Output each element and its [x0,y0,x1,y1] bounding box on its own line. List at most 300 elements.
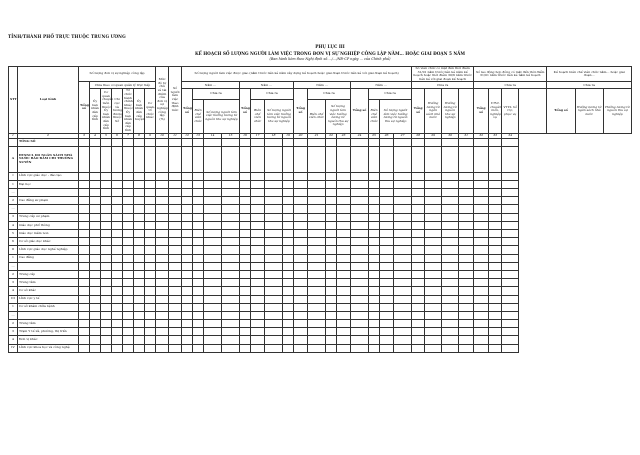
data-cell [459,238,474,246]
data-cell [283,197,294,205]
data-cell [123,279,134,287]
header-tong-so: Tổng số [79,82,90,133]
data-cell [474,221,489,229]
data-cell [265,320,283,328]
data-cell [265,336,283,344]
row-stt: IV [9,344,18,352]
data-cell [90,205,101,213]
header-ubnd-tinh: Ủy ban nhân dân cấp tỉnh [90,89,101,133]
table-row [9,328,632,336]
data-cell [265,344,283,352]
data-cell [79,287,90,295]
data-cell [425,344,442,352]
data-cell [474,262,489,270]
data-cell [412,344,425,352]
data-cell [169,254,182,262]
table-row [9,254,632,262]
data-cell [351,138,369,146]
data-cell [156,328,169,336]
data-cell [265,254,283,262]
data-cell [283,287,294,295]
data-cell [204,213,222,221]
row-stt: 2 [9,320,18,328]
data-cell [222,246,240,254]
data-cell [222,172,240,180]
row-label: Lĩnh vực giáo dục nghề nghiệp [18,246,79,254]
data-cell [156,221,169,229]
data-cell [326,238,337,246]
data-cell [134,172,145,180]
data-cell [394,146,412,172]
data-cell [337,295,351,303]
data-cell [283,138,294,146]
data-cell [326,205,337,213]
data-cell [90,146,101,172]
data-cell [337,172,351,180]
data-cell [326,180,337,188]
data-cell [474,270,489,278]
row-label: Giáo dục mầm non [18,230,79,238]
data-cell [489,238,502,246]
data-cell [123,221,134,229]
data-cell [265,279,283,287]
data-cell [308,172,326,180]
data-cell [222,197,240,205]
column-number: 5 [101,133,112,138]
data-cell [442,189,459,197]
data-cell [182,303,193,311]
data-cell [90,279,101,287]
data-cell [380,197,394,205]
data-cell [169,138,182,146]
data-cell [337,320,351,328]
data-cell [145,213,156,221]
data-cell [90,344,101,352]
data-cell [337,238,351,246]
row-label: TỔNG SỐ [18,138,79,146]
data-cell [283,221,294,229]
data-cell [251,254,265,262]
data-cell [351,246,369,254]
data-cell [425,205,442,213]
header-chia-ra: Chia ra [308,89,351,99]
data-cell [351,295,369,303]
data-cell [134,254,145,262]
data-cell [222,279,240,287]
data-cell [459,344,474,352]
data-cell [474,279,489,287]
data-cell [222,221,240,229]
data-cell [222,138,240,146]
data-cell [204,270,222,278]
data-cell [326,344,337,352]
data-cell [380,303,394,311]
data-cell [251,246,265,254]
data-cell [240,270,251,278]
column-number: 16 [240,133,251,138]
data-cell [112,138,123,146]
data-cell [101,279,112,287]
data-cell [265,262,283,270]
data-cell [101,270,112,278]
data-cell [265,197,283,205]
data-cell [337,146,351,172]
row-stt: 2 [9,197,18,205]
data-cell [283,180,294,188]
data-cell [112,221,123,229]
data-cell [337,328,351,336]
data-cell [459,320,474,328]
data-cell [412,320,425,328]
column-number: 18 [265,133,283,138]
row-stt: III [9,295,18,303]
data-cell [123,138,134,146]
column-number: 22 [326,133,337,138]
data-cell [79,262,90,270]
header-bien-che-vien-chuc: Biên chế viên chức [369,99,380,133]
data-cell [425,254,442,262]
data-cell [294,221,308,229]
data-cell [459,287,474,295]
data-cell [412,197,425,205]
data-cell [145,146,156,172]
data-cell [474,287,489,295]
data-cell [308,230,326,238]
data-cell [134,138,145,146]
data-cell [265,230,283,238]
data-cell [169,146,182,172]
data-cell [351,221,369,229]
data-cell [156,336,169,344]
data-cell [101,295,112,303]
data-cell [489,311,502,319]
data-cell [156,230,169,238]
data-cell [251,328,265,336]
data-cell [425,172,442,180]
header-chia-ra: Chia ra [412,82,474,89]
data-cell [193,238,204,246]
data-cell [182,180,193,188]
data-cell [502,246,519,254]
data-cell [169,221,182,229]
data-cell [90,246,101,254]
data-cell [156,295,169,303]
row-stt: 4 [9,287,18,295]
data-cell [193,295,204,303]
data-cell [369,146,380,172]
data-cell [193,311,204,319]
data-cell [240,262,251,270]
data-cell [412,138,425,146]
header-chia-ra: Chia ra [547,82,632,89]
data-cell [425,287,442,295]
column-number: 2 [18,133,79,138]
data-cell [337,246,351,254]
data-cell [502,180,519,188]
data-cell [369,328,380,336]
data-cell [459,311,474,319]
data-cell [240,213,251,221]
data-cell [182,230,193,238]
data-cell [251,205,265,213]
data-cell [489,172,502,180]
data-cell [283,270,294,278]
data-cell [156,344,169,352]
data-cell [101,238,112,246]
data-cell [222,238,240,246]
data-cell [240,287,251,295]
data-cell [123,230,134,238]
data-cell [134,180,145,188]
data-cell [169,180,182,188]
data-cell [369,311,380,319]
data-cell [412,336,425,344]
data-cell [222,320,240,328]
data-cell [394,262,412,270]
table-row [9,336,632,344]
data-cell [369,213,380,221]
column-number: 12 [182,133,193,138]
data-cell [394,287,412,295]
data-cell [240,146,251,172]
data-cell [502,230,519,238]
data-cell [169,320,182,328]
header-huong-luong-ngan-sach: Hưởng lương từ ngân sách nhà nước [425,89,442,133]
table-row [9,172,632,180]
data-cell [204,238,222,246]
data-cell [294,262,308,270]
data-cell [380,138,394,146]
data-cell [265,180,283,188]
column-number: 13 [193,133,204,138]
data-cell [351,262,369,270]
data-cell [380,238,394,246]
data-cell [337,262,351,270]
table-row [9,189,632,197]
data-cell [337,311,351,319]
data-cell [112,205,123,213]
data-cell [112,246,123,254]
data-cell [204,320,222,328]
column-number: 31 [459,133,474,138]
header-so-luong-nguon-thu: Số lượng người làm việc hưởng lương từ nguồn thu sự nghiệp [204,99,240,133]
data-cell [502,336,519,344]
org-name: TỈNH/THÀNH PHỐ TRỰC THUỘC TRUNG ƯƠNG [8,34,126,39]
data-cell [145,311,156,319]
data-cell [79,295,90,303]
data-cell [489,320,502,328]
data-cell [101,320,112,328]
data-cell [240,303,251,311]
data-cell [294,336,308,344]
data-cell [425,336,442,344]
data-cell [394,221,412,229]
column-number: 9 [145,133,156,138]
data-cell [182,138,193,146]
column-number: 7 [123,133,134,138]
table-row [9,344,632,352]
data-cell [489,262,502,270]
data-cell [459,180,474,188]
row-label: Cơ sở khác [18,287,79,295]
data-cell [380,172,394,180]
data-cell [326,146,337,172]
data-cell [369,336,380,344]
data-cell [145,336,156,344]
data-cell [283,246,294,254]
data-cell [101,336,112,344]
data-cell [265,138,283,146]
data-cell [182,279,193,287]
data-cell [489,146,502,172]
data-cell [442,254,459,262]
data-cell [412,146,425,172]
data-cell [425,180,442,188]
data-cell [134,336,145,344]
data-cell [145,303,156,311]
data-cell [308,197,326,205]
header-nam: Năm … [182,82,240,89]
data-cell [442,221,459,229]
row-label [18,262,79,270]
data-cell [156,254,169,262]
data-cell [294,172,308,180]
data-cell [204,138,222,146]
data-cell [240,221,251,229]
data-cell [193,287,204,295]
header-chia-ra: Chia ra [251,89,294,99]
data-cell [442,336,459,344]
data-cell [251,172,265,180]
header-ubnd-huyen: Ủy ban nhân dân cấp huyện [134,89,145,133]
header-ke-hoach-bien-che: Kế hoạch biên chế viên chức năm… hoặc giai đoạn… [547,67,632,82]
data-cell [193,336,204,344]
column-number: 33 [489,133,502,138]
data-cell [79,246,90,254]
data-cell [502,344,519,352]
data-cell [145,246,156,254]
data-cell [240,205,251,213]
data-cell [182,238,193,246]
data-cell [193,344,204,352]
data-cell [251,320,265,328]
data-cell [193,146,204,172]
data-cell [251,221,265,229]
data-cell [283,146,294,172]
data-cell [474,320,489,328]
data-cell [134,328,145,336]
data-cell [442,262,459,270]
data-cell [369,303,380,311]
data-cell [369,172,380,180]
data-cell [474,180,489,188]
data-cell [459,246,474,254]
header-huong-luong-nguon-thu: Hưởng lương từ nguồn thu sự nghiệp [442,89,459,133]
data-cell [134,205,145,213]
data-cell [101,146,112,172]
data-cell [412,254,425,262]
data-cell [337,197,351,205]
data-cell [193,205,204,213]
data-cell [251,238,265,246]
data-cell [351,303,369,311]
data-cell [79,230,90,238]
data-cell [182,246,193,254]
header-tong: Tổng số [474,89,489,133]
data-cell [112,172,123,180]
data-cell [502,205,519,213]
data-cell [474,189,489,197]
data-cell [380,246,394,254]
data-cell [123,270,134,278]
column-number: 30 [442,133,459,138]
data-cell [459,336,474,344]
data-cell [193,230,204,238]
data-cell [251,279,265,287]
data-cell [337,287,351,295]
data-cell [459,172,474,180]
data-cell [394,295,412,303]
data-cell [265,287,283,295]
data-cell [145,230,156,238]
data-cell [123,205,134,213]
data-cell [308,344,326,352]
data-cell [182,328,193,336]
data-cell [112,328,123,336]
data-cell [79,270,90,278]
data-cell [240,197,251,205]
data-cell [294,138,308,146]
data-cell [240,246,251,254]
data-cell [442,205,459,213]
data-cell [294,246,308,254]
data-cell [394,205,412,213]
data-cell [90,311,101,319]
data-cell [369,138,380,146]
header-so-hop-dong: Số lao động hợp đồng có mặt đến thời điểm 31/01 năm trước liền kề năm kế hoạch [474,67,547,82]
data-cell [112,279,123,287]
table-row [9,230,632,238]
data-cell [251,230,265,238]
data-cell [145,205,156,213]
column-number: 11 [169,133,182,138]
data-cell [134,344,145,352]
data-cell [112,295,123,303]
data-cell [145,320,156,328]
data-cell [251,270,265,278]
header-tong: Tổng số [351,89,369,133]
header-so-luong-duoc-giao: Số lượng người làm việc được giao (năm trước liền kề năm xây dựng kế hoạch hoặc giai đoạn trước liền kề với giai đoạn kế hoạch) [182,67,412,82]
data-cell [351,344,369,352]
data-cell [123,320,134,328]
data-cell [169,238,182,246]
data-cell [502,270,519,278]
plan-table-container [8,66,632,426]
data-cell [459,205,474,213]
data-cell [156,197,169,205]
data-cell [204,311,222,319]
row-label: ĐVSNCL DO NGÂN SÁCH NHÀ NƯỚC BẢO ĐẢM CHI THƯỜNG XUYÊN [18,146,79,172]
data-cell [489,180,502,188]
data-cell [425,197,442,205]
data-cell [222,270,240,278]
data-cell [265,213,283,221]
data-cell [204,189,222,197]
data-cell [101,328,112,336]
data-cell [169,230,182,238]
data-cell [351,270,369,278]
row-stt: 3 [9,328,18,336]
